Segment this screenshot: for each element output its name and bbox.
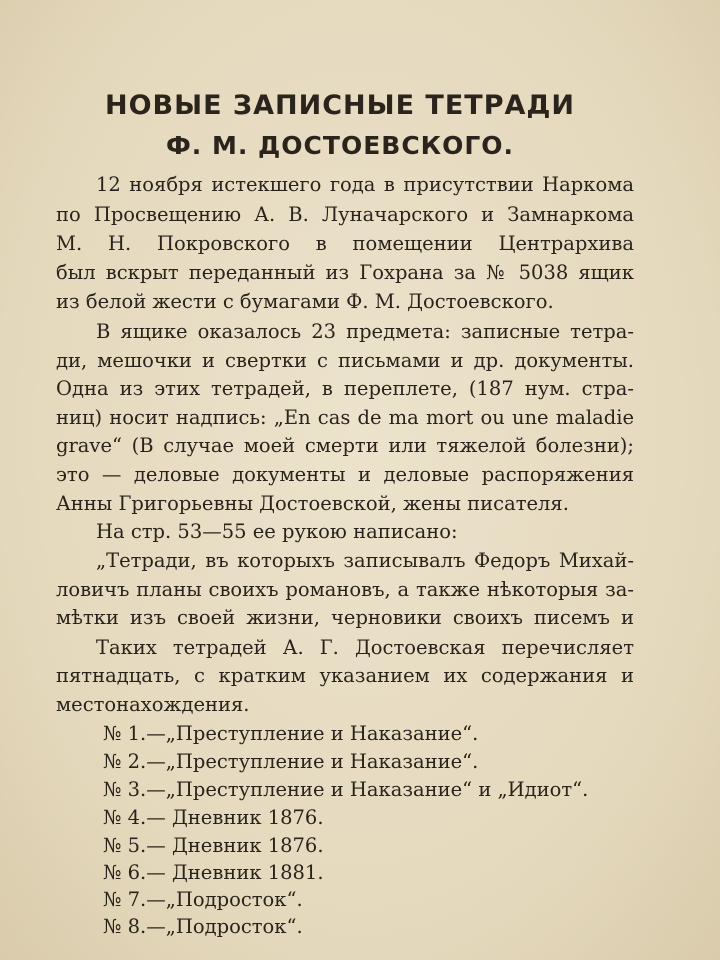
text-line: Одна из этих тетрадей, в переплете, (187 нум. стра- (56, 377, 634, 400)
list-item: № 8.—„Подросток“. (103, 915, 303, 938)
title-line-1: НОВЫЕ ЗАПИСНЫЕ ТЕТРАДИ (104, 90, 576, 121)
list-item: № 6.— Дневник 1881. (103, 861, 324, 884)
list-item: № 5.— Дневник 1876. (103, 834, 324, 857)
text-line: ди, мешочки и свертки с письмами и др. документы. (56, 349, 634, 372)
text-line: М. Н. Покровского в помещении Центрархива (56, 232, 634, 255)
quote-line: ловичъ планы своихъ романовъ, а также нѣкоторыя за- (56, 578, 634, 601)
title-line-2: Ф. М. ДОСТОЕВСКОГО. (165, 131, 515, 160)
text-line: grave“ (В случае моей смерти или тяжелой болезни); (56, 434, 634, 457)
quote-line: „Тетради, въ которыхъ записывалъ Федоръ Михай- (96, 549, 634, 572)
list-item: № 4.— Дневник 1876. (103, 806, 324, 829)
quote-line: мѣтки изъ своей жизни, черновики своихъ писемъ и (56, 606, 634, 629)
text-line: это — деловые документы и деловые распоряжения (56, 463, 634, 486)
text-line: Таких тетрадей А. Г. Достоевская перечисляет (96, 636, 634, 659)
text-line: был вскрыт переданный из Гохрана за № 5038 ящик (56, 261, 634, 284)
text-line: 12 ноября истекшего года в присутствии Наркома (96, 173, 634, 196)
list-item: № 7.—„Подросток“. (103, 888, 303, 911)
text-line: из белой жести с бумагами Ф. М. Достоевского. (56, 290, 554, 313)
list-item: № 1.—„Преступление и Наказание“. (103, 722, 479, 745)
text-line: по Просвещению А. В. Луначарского и Замнаркома (56, 203, 634, 226)
text-line: Анны Григорьевны Достоевской, жены писателя. (56, 492, 569, 515)
text-line: пятнадцать, с кратким указанием их содержания и (56, 664, 634, 687)
text-line: местонахождения. (56, 693, 250, 716)
text-line: На стр. 53—55 ее рукою написано: (96, 520, 458, 543)
text-line: В ящике оказалось 23 предмета: записные тетра- (96, 320, 634, 343)
text-line: ниц) носит надпись: „En cas de ma mort ou une maladie (56, 406, 634, 429)
list-item: № 3.—„Преступление и Наказание“ и „Идиот“. (103, 778, 589, 801)
list-item: № 2.—„Преступление и Наказание“. (103, 750, 479, 773)
